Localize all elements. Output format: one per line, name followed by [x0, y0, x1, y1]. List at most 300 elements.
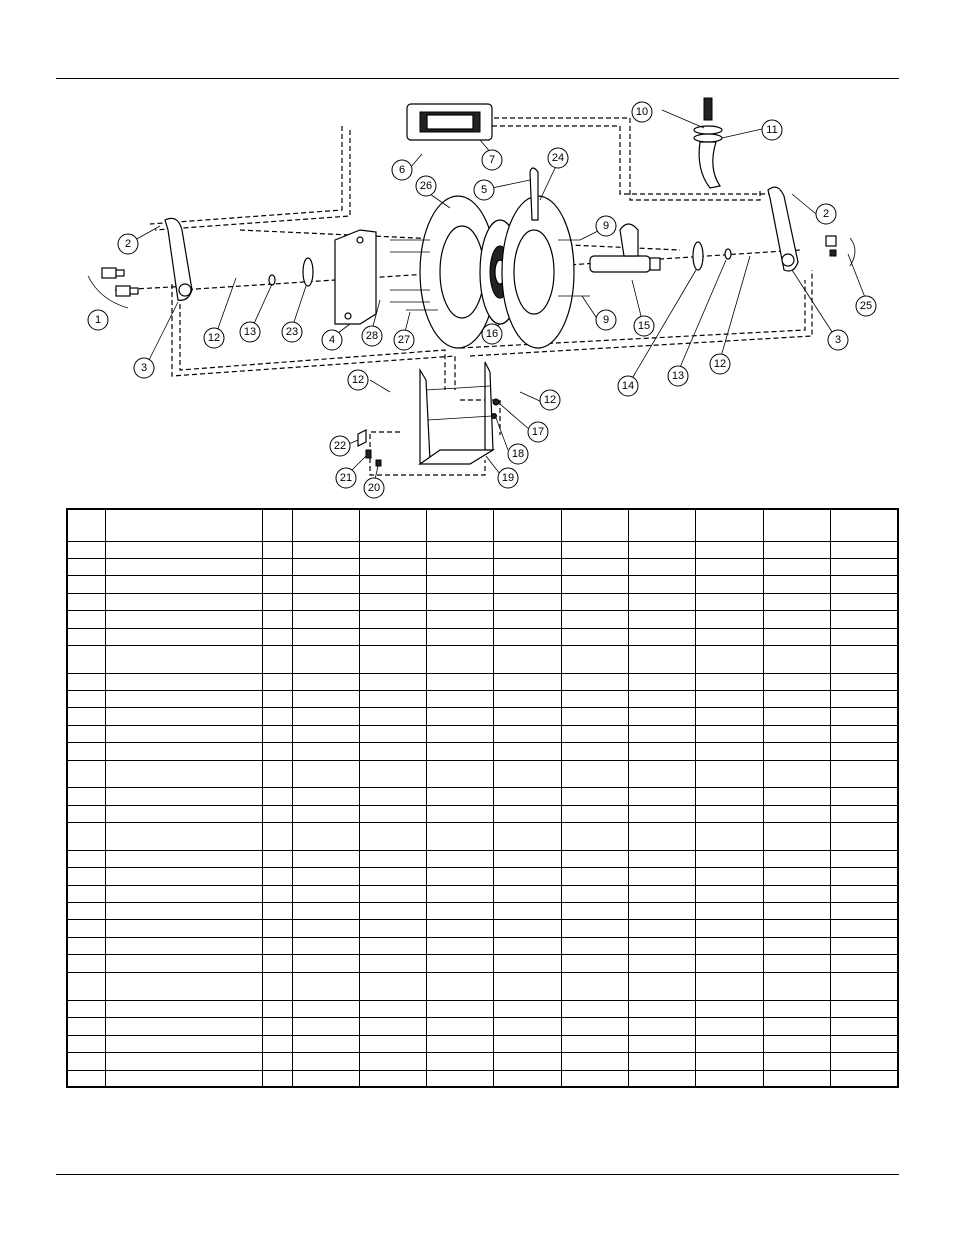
table-cell — [359, 761, 426, 788]
table-cell — [427, 674, 494, 691]
table-cell — [561, 1071, 628, 1088]
table-cell — [494, 903, 561, 920]
table-cell — [292, 594, 359, 611]
table-cell — [494, 726, 561, 743]
table-cell — [67, 851, 105, 868]
table-cell — [292, 674, 359, 691]
table-cell — [263, 868, 292, 886]
table-cell — [494, 868, 561, 886]
callout-11 — [762, 120, 782, 140]
table-cell — [494, 955, 561, 973]
table-cell — [427, 761, 494, 788]
table-cell — [494, 509, 561, 542]
table-cell — [696, 743, 763, 761]
table-cell — [831, 886, 898, 903]
table-cell — [763, 594, 830, 611]
table-cell — [629, 674, 696, 691]
table-cell — [359, 955, 426, 973]
table-cell — [494, 559, 561, 576]
table-cell — [263, 788, 292, 806]
table-cell — [359, 938, 426, 955]
table-cell — [494, 646, 561, 674]
table-cell — [359, 542, 426, 559]
table-cell — [629, 868, 696, 886]
table-cell — [561, 806, 628, 823]
table-cell — [763, 1001, 830, 1018]
table-cell — [105, 761, 263, 788]
table-cell — [629, 726, 696, 743]
table-cell — [67, 708, 105, 726]
part-20-bolt — [376, 460, 381, 466]
table-cell — [561, 1036, 628, 1053]
table-cell — [292, 611, 359, 629]
callout-4 — [322, 330, 342, 350]
table-cell — [696, 594, 763, 611]
table-cell — [831, 594, 898, 611]
callout-2 — [118, 234, 138, 254]
part-4-side-plate — [335, 230, 376, 324]
table-cell — [763, 559, 830, 576]
table-cell — [263, 823, 292, 851]
table-cell — [427, 851, 494, 868]
table-cell — [105, 955, 263, 973]
table-cell — [494, 708, 561, 726]
table-cell — [696, 920, 763, 938]
callout-20 — [364, 478, 384, 498]
table-cell — [629, 1001, 696, 1018]
table-cell — [359, 1053, 426, 1071]
table-cell — [427, 1053, 494, 1071]
table-cell — [292, 1001, 359, 1018]
table-cell — [427, 708, 494, 726]
table-cell — [763, 743, 830, 761]
callout-13 — [668, 366, 688, 386]
table-cell — [105, 868, 263, 886]
table-row — [67, 1071, 898, 1088]
table-cell — [696, 509, 763, 542]
svg-text:13: 13 — [671, 370, 685, 382]
table-cell — [105, 743, 263, 761]
table-cell — [494, 851, 561, 868]
table-cell — [831, 611, 898, 629]
table-cell — [561, 594, 628, 611]
table-cell — [427, 955, 494, 973]
table-cell — [67, 823, 105, 851]
table-cell — [831, 1001, 898, 1018]
callout-6 — [392, 160, 412, 180]
svg-text:12: 12 — [207, 332, 221, 344]
table-cell — [696, 1001, 763, 1018]
svg-text:10: 10 — [635, 106, 649, 118]
table-cell — [629, 788, 696, 806]
table-row — [67, 691, 898, 708]
callout-21 — [336, 468, 356, 488]
table-cell — [105, 788, 263, 806]
table-cell — [629, 823, 696, 851]
table-cell — [696, 868, 763, 886]
table-cell — [105, 851, 263, 868]
table-cell — [263, 1071, 292, 1088]
table-cell — [105, 674, 263, 691]
table-cell — [105, 1071, 263, 1088]
table-cell — [629, 1018, 696, 1036]
table-cell — [105, 594, 263, 611]
svg-text:7: 7 — [488, 154, 496, 166]
table-cell — [359, 903, 426, 920]
table-row — [67, 973, 898, 1001]
table-cell — [561, 955, 628, 973]
table-cell — [263, 611, 292, 629]
table-cell — [763, 509, 830, 542]
table-cell — [263, 1036, 292, 1053]
table-cell — [105, 806, 263, 823]
table-cell — [67, 743, 105, 761]
table-cell — [629, 743, 696, 761]
table-cell — [831, 1018, 898, 1036]
svg-text:12: 12 — [713, 358, 727, 370]
table-cell — [263, 674, 292, 691]
table-cell — [427, 576, 494, 594]
part-17-knob — [493, 399, 499, 405]
table-cell — [561, 674, 628, 691]
table-row — [67, 1053, 898, 1071]
table-cell — [263, 559, 292, 576]
table-cell — [67, 1001, 105, 1018]
part-3-left-arm — [165, 218, 192, 300]
table-cell — [763, 938, 830, 955]
table-cell — [263, 955, 292, 973]
table-cell — [263, 691, 292, 708]
table-cell — [105, 726, 263, 743]
table-cell — [105, 646, 263, 674]
callout-16 — [482, 324, 502, 344]
table-cell — [763, 806, 830, 823]
table-row — [67, 576, 898, 594]
svg-text:19: 19 — [501, 472, 515, 484]
table-cell — [105, 938, 263, 955]
table-cell — [359, 868, 426, 886]
table-cell — [427, 868, 494, 886]
table-cell — [561, 761, 628, 788]
table-cell — [105, 886, 263, 903]
table-cell — [292, 868, 359, 886]
table-cell — [427, 1036, 494, 1053]
table-cell — [494, 691, 561, 708]
table-cell — [292, 903, 359, 920]
table-cell — [763, 973, 830, 1001]
table-cell — [629, 629, 696, 646]
table-row — [67, 726, 898, 743]
table-cell — [67, 788, 105, 806]
table-cell — [629, 886, 696, 903]
table-cell — [263, 973, 292, 1001]
table-cell — [494, 823, 561, 851]
callout-12 — [348, 370, 368, 390]
table-cell — [105, 1053, 263, 1071]
svg-text:4: 4 — [328, 334, 336, 346]
callout-13 — [240, 322, 260, 342]
table-cell — [561, 726, 628, 743]
table-row — [67, 1036, 898, 1053]
table-cell — [359, 708, 426, 726]
table-cell — [263, 903, 292, 920]
table-row — [67, 594, 898, 611]
table-cell — [831, 509, 898, 542]
table-cell — [696, 708, 763, 726]
table-cell — [831, 1036, 898, 1053]
table-cell — [263, 594, 292, 611]
table-cell — [561, 646, 628, 674]
table-cell — [831, 559, 898, 576]
table-row — [67, 743, 898, 761]
table-cell — [696, 955, 763, 973]
table-cell — [561, 542, 628, 559]
table-cell — [359, 1071, 426, 1088]
table-cell — [696, 674, 763, 691]
table-cell — [292, 576, 359, 594]
callout-28 — [362, 326, 382, 346]
table-cell — [292, 509, 359, 542]
svg-text:9: 9 — [602, 220, 610, 232]
table-cell — [105, 903, 263, 920]
table-cell — [292, 920, 359, 938]
table-cell — [263, 761, 292, 788]
table-cell — [359, 823, 426, 851]
table-cell — [263, 576, 292, 594]
table-cell — [696, 761, 763, 788]
table-cell — [105, 708, 263, 726]
table-cell — [292, 806, 359, 823]
table-cell — [831, 576, 898, 594]
table-cell — [763, 920, 830, 938]
table-cell — [561, 886, 628, 903]
svg-text:20: 20 — [367, 482, 381, 494]
table-cell — [67, 559, 105, 576]
table-cell — [359, 629, 426, 646]
table-cell — [763, 726, 830, 743]
table-cell — [561, 938, 628, 955]
table-cell — [561, 973, 628, 1001]
table-cell — [629, 851, 696, 868]
table-cell — [292, 851, 359, 868]
table-cell — [696, 823, 763, 851]
table-cell — [67, 903, 105, 920]
table-cell — [494, 743, 561, 761]
table-cell — [629, 576, 696, 594]
table-cell — [494, 1071, 561, 1088]
svg-text:21: 21 — [339, 472, 353, 484]
table-cell — [494, 806, 561, 823]
table-row — [67, 886, 898, 903]
table-cell — [359, 594, 426, 611]
callout-26 — [416, 176, 436, 196]
table-cell — [292, 823, 359, 851]
table-cell — [763, 761, 830, 788]
svg-text:2: 2 — [124, 238, 132, 250]
table-cell — [696, 646, 763, 674]
part-10-11-hose-inlet — [694, 98, 722, 188]
callout-17 — [528, 422, 548, 442]
part-22-bracket — [358, 430, 366, 446]
table-row — [67, 559, 898, 576]
table-cell — [561, 576, 628, 594]
part-21-bolt — [366, 450, 371, 458]
table-cell — [67, 611, 105, 629]
table-cell — [292, 973, 359, 1001]
table-cell — [105, 920, 263, 938]
table-cell — [629, 708, 696, 726]
table-cell — [292, 955, 359, 973]
table-cell — [263, 542, 292, 559]
table-cell — [494, 920, 561, 938]
table-cell — [561, 743, 628, 761]
table-cell — [67, 1036, 105, 1053]
table-cell — [831, 691, 898, 708]
table-cell — [561, 691, 628, 708]
table-cell — [763, 851, 830, 868]
part-13-washer-left — [269, 275, 275, 285]
svg-text:2: 2 — [822, 208, 830, 220]
table-cell — [494, 1036, 561, 1053]
table-cell — [67, 806, 105, 823]
table-cell — [67, 576, 105, 594]
table-cell — [831, 674, 898, 691]
svg-text:27: 27 — [397, 334, 411, 346]
table-cell — [696, 691, 763, 708]
callout-24 — [548, 148, 568, 168]
table-cell — [561, 920, 628, 938]
table-cell — [831, 726, 898, 743]
table-cell — [67, 594, 105, 611]
table-cell — [427, 938, 494, 955]
table-cell — [105, 542, 263, 559]
table-row — [67, 823, 898, 851]
table-cell — [67, 761, 105, 788]
table-cell — [629, 1053, 696, 1071]
table-cell — [427, 743, 494, 761]
table-cell — [67, 629, 105, 646]
svg-text:22: 22 — [333, 440, 347, 452]
table-cell — [494, 674, 561, 691]
table-cell — [696, 1071, 763, 1088]
table-cell — [629, 509, 696, 542]
table-cell — [359, 1018, 426, 1036]
table-cell — [763, 868, 830, 886]
table-cell — [263, 743, 292, 761]
table-cell — [763, 691, 830, 708]
table-row — [67, 646, 898, 674]
table-cell — [763, 629, 830, 646]
table-cell — [561, 611, 628, 629]
table-cell — [696, 938, 763, 955]
table-row — [67, 955, 898, 973]
table-row — [67, 674, 898, 691]
table-cell — [359, 646, 426, 674]
table-cell — [831, 868, 898, 886]
table-cell — [105, 576, 263, 594]
callout-12 — [204, 328, 224, 348]
table-cell — [831, 708, 898, 726]
table-cell — [427, 823, 494, 851]
table-cell — [359, 559, 426, 576]
table-row — [67, 920, 898, 938]
table-row — [67, 788, 898, 806]
table-cell — [263, 851, 292, 868]
table-cell — [629, 611, 696, 629]
table-cell — [105, 611, 263, 629]
callout-19 — [498, 468, 518, 488]
table-cell — [427, 920, 494, 938]
table-cell — [561, 1001, 628, 1018]
table-cell — [292, 559, 359, 576]
table-cell — [696, 726, 763, 743]
table-cell — [67, 955, 105, 973]
part-23-hub — [303, 258, 313, 286]
table-cell — [359, 726, 426, 743]
table-cell — [831, 806, 898, 823]
table-row — [67, 938, 898, 955]
svg-text:18: 18 — [511, 448, 525, 460]
table-cell — [494, 629, 561, 646]
svg-text:5: 5 — [480, 184, 488, 196]
table-cell — [359, 920, 426, 938]
table-cell — [427, 509, 494, 542]
table-cell — [629, 1036, 696, 1053]
callout-10 — [632, 102, 652, 122]
callout-1 — [88, 310, 108, 330]
table-cell — [629, 559, 696, 576]
table-cell — [105, 629, 263, 646]
table-cell — [292, 646, 359, 674]
table-cell — [629, 761, 696, 788]
callout-23 — [282, 322, 302, 342]
table-cell — [763, 1018, 830, 1036]
table-cell — [763, 823, 830, 851]
table-cell — [263, 1018, 292, 1036]
table-cell — [561, 1053, 628, 1071]
table-row — [67, 806, 898, 823]
table-row — [67, 761, 898, 788]
table-cell — [359, 674, 426, 691]
table-cell — [427, 629, 494, 646]
table-cell — [67, 920, 105, 938]
table-cell — [629, 806, 696, 823]
table-cell — [494, 542, 561, 559]
table-cell — [831, 973, 898, 1001]
table-cell — [831, 938, 898, 955]
svg-text:24: 24 — [551, 152, 565, 164]
table-cell — [427, 788, 494, 806]
table-cell — [696, 629, 763, 646]
table-cell — [831, 743, 898, 761]
table-cell — [561, 903, 628, 920]
exploded-parts-diagram — [60, 90, 900, 500]
svg-text:28: 28 — [365, 330, 379, 342]
table-cell — [67, 973, 105, 1001]
table-cell — [494, 788, 561, 806]
callout-9 — [596, 216, 616, 236]
svg-text:3: 3 — [834, 334, 842, 346]
svg-text:23: 23 — [285, 326, 299, 338]
table-cell — [67, 674, 105, 691]
part-14-hub — [693, 242, 703, 270]
table-cell — [696, 1036, 763, 1053]
table-cell — [292, 1071, 359, 1088]
table-cell — [831, 851, 898, 868]
table-row — [67, 851, 898, 868]
callout-3 — [828, 330, 848, 350]
part-3-right-arm — [768, 187, 798, 271]
